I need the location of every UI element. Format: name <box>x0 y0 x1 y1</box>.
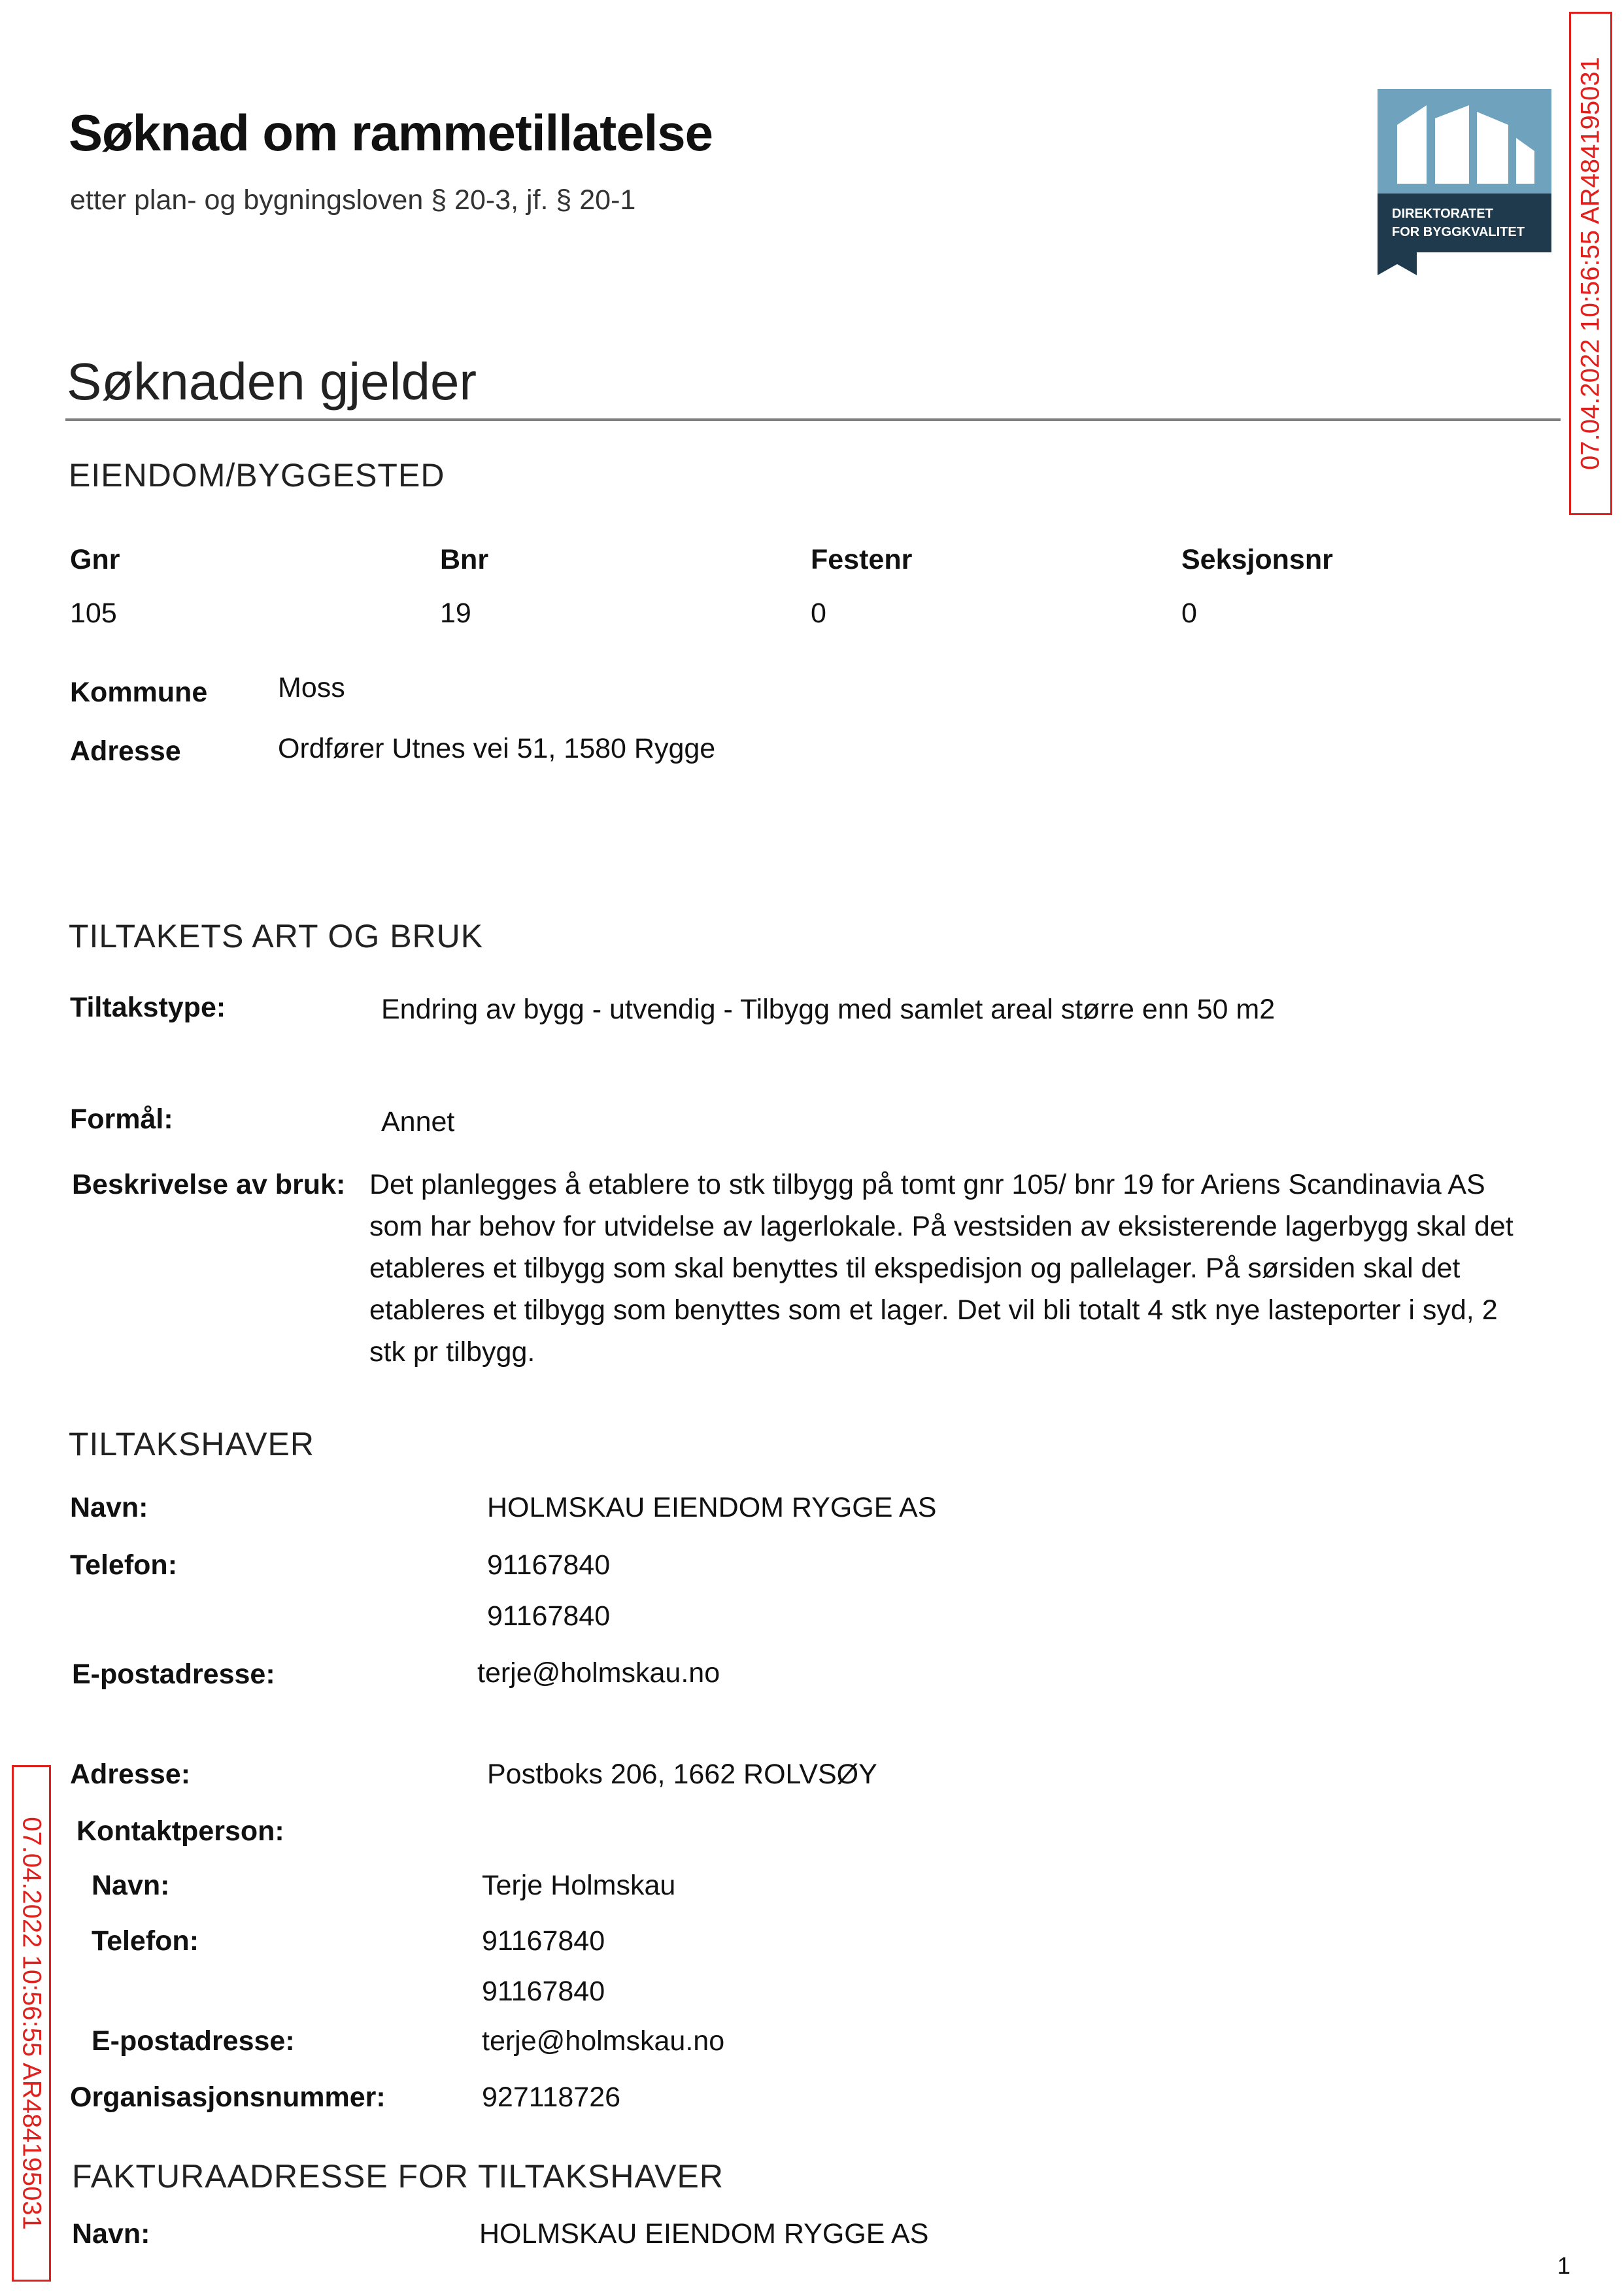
kontakt-telefon-label: Telefon: <box>92 1925 199 1957</box>
formal-value: Annet <box>381 1106 455 1138</box>
tiltakstype-value: Endring av bygg - utvendig - Tilbygg med samlet areal større enn 50 m2 <box>381 994 1276 1025</box>
adresse-value: Ordfører Utnes vei 51, 1580 Rygge <box>278 733 716 764</box>
formal-label: Formål: <box>70 1104 173 1135</box>
kontakt-epost-value: terje@holmskau.no <box>482 2025 725 2057</box>
tiltak-heading: TILTAKETS ART OG BRUK <box>69 918 484 954</box>
kontakt-navn-label: Navn: <box>92 1870 170 1901</box>
date-stamp-top-text: 07.04.2022 10:56:55 AR484195031 <box>1576 57 1605 470</box>
kommune-value: Moss <box>278 672 345 703</box>
faktura-navn-label: Navn: <box>72 2218 150 2250</box>
kontakt-telefon-value-2: 91167840 <box>482 1976 605 2007</box>
tiltakshaver-telefon-label: Telefon: <box>70 1549 178 1581</box>
kontakt-navn-value: Terje Holmskau <box>482 1870 676 1901</box>
tiltakshaver-epost-value: terje@holmskau.no <box>477 1657 720 1689</box>
gnr-label: Gnr <box>70 544 120 575</box>
orgnr-label: Organisasjonsnummer: <box>70 2082 386 2113</box>
adresse-label: Adresse <box>70 735 181 767</box>
tiltakshaver-telefon-value-2: 91167840 <box>487 1600 611 1632</box>
beskrivelse-value: Det planlegges å etablere to stk tilbygg på tomt gnr 105/ bnr 19 for Ariens Scandinavia AS som har behov for utvidelse av lagerlokale. På vestsiden av eksisterende lagerbygg skal det etableres et tilbygg som skal benyttes til ekspedisjon og pallelager. På sørsiden skal det etableres et tilbygg som benyttes som et lager. Det vil bli totalt 4 stk nye lasteporter i syd, 2 stk pr tilbygg. <box>369 1169 1514 1368</box>
dibk-logo <box>1378 89 1551 278</box>
tiltakshaver-navn-label: Navn: <box>70 1492 148 1523</box>
document-title: Søknad om rammetillatelse <box>69 104 713 161</box>
orgnr-value: 927118726 <box>482 2082 621 2113</box>
tiltakshaver-epost-label: E-postadresse: <box>72 1659 275 1690</box>
date-stamp-top <box>1569 12 1612 515</box>
kontakt-epost-label: E-postadresse: <box>92 2025 295 2057</box>
tiltakshaver-navn-value: HOLMSKAU EIENDOM RYGGE AS <box>487 1492 937 1523</box>
kommune-label: Kommune <box>70 677 208 708</box>
date-stamp-left-text: 07.04.2022 10:56:55 AR484195031 <box>17 1817 46 2230</box>
beskrivelse-label: Beskrivelse av bruk: <box>72 1169 346 1200</box>
seksjonsnr-value: 0 <box>1181 598 1197 629</box>
festenr-value: 0 <box>811 598 826 629</box>
kontakt-telefon-value-1: 91167840 <box>482 1925 605 1957</box>
kontaktperson-label: Kontaktperson: <box>76 1815 284 1847</box>
logo-text-line2: FOR BYGGKVALITET <box>1392 225 1525 239</box>
date-stamp-left <box>12 1765 51 2282</box>
faktura-heading: FAKTURAADRESSE FOR TILTAKSHAVER <box>72 2158 724 2195</box>
tiltakshaver-telefon-value-1: 91167840 <box>487 1549 611 1581</box>
seksjonsnr-label: Seksjonsnr <box>1181 544 1333 575</box>
page-number: 1 <box>1557 2252 1571 2279</box>
bnr-value: 19 <box>440 598 471 629</box>
section-divider <box>65 418 1561 421</box>
festenr-label: Festenr <box>811 544 913 575</box>
logo-text-line1: DIREKTORATET <box>1392 207 1493 221</box>
document-subtitle: etter plan- og bygningsloven § 20-3, jf. § 20-1 <box>70 184 636 216</box>
eiendom-heading: EIENDOM/BYGGESTED <box>69 457 445 494</box>
faktura-navn-value: HOLMSKAU EIENDOM RYGGE AS <box>479 2218 929 2250</box>
tiltakshaver-heading: TILTAKSHAVER <box>69 1426 314 1462</box>
section-heading: Søknaden gjelder <box>67 352 477 411</box>
tiltakshaver-adresse-label: Adresse: <box>70 1759 191 1790</box>
tiltakshaver-adresse-value: Postboks 206, 1662 ROLVSØY <box>487 1759 877 1790</box>
tiltakstype-label: Tiltakstype: <box>70 992 226 1023</box>
bnr-label: Bnr <box>440 544 489 575</box>
gnr-value: 105 <box>70 598 117 629</box>
